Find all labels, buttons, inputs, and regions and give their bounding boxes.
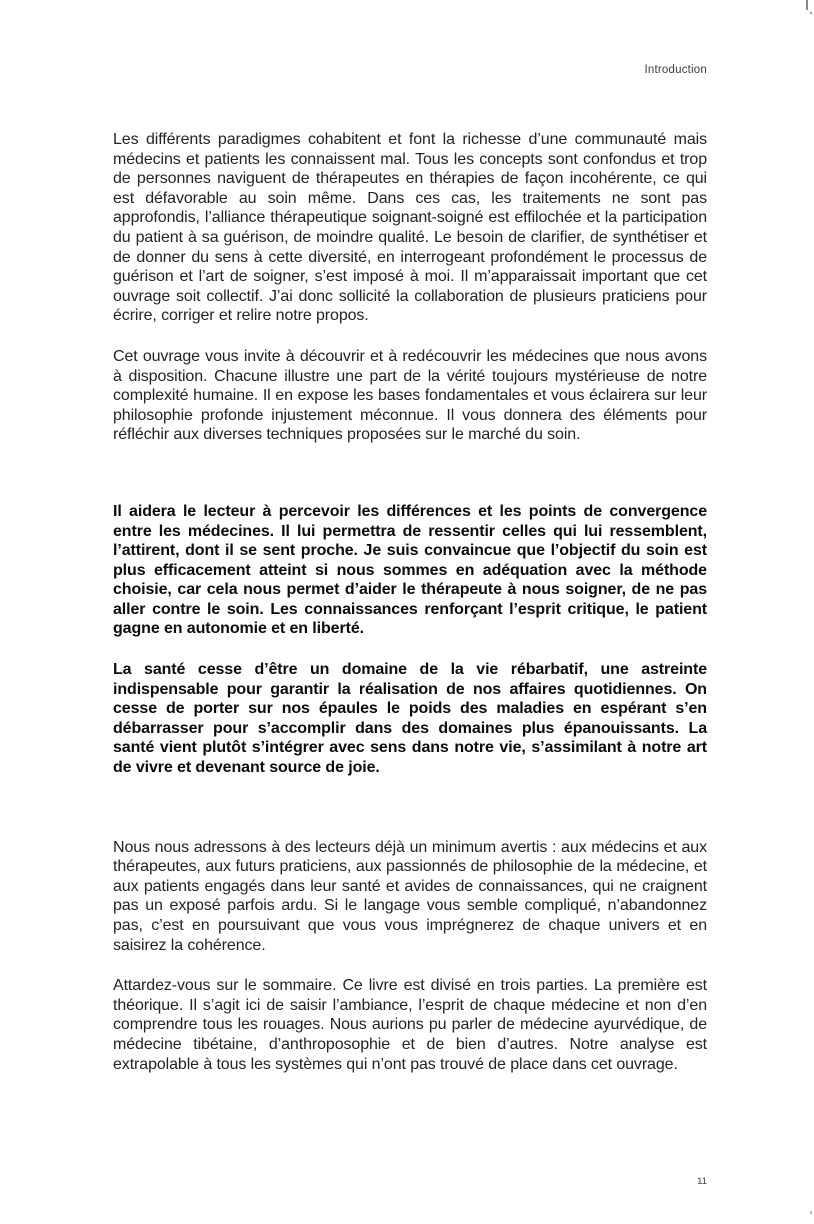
page-number: 11 — [697, 1176, 707, 1187]
running-header: Introduction — [644, 64, 707, 76]
paragraph-bold-health-joy: La santé cesse d’être un domaine de la vie rébarbatif, une astreinte indispensable pour garantir la réalisation de nos affaires quotidiennes. On cesse de porter sur nos épaules le poids des maladies en espérant s’en débarrasser pour s’accomplir dans des domaines plus épanouissants. La santé vient plutôt s’intégrer avec sens dans notre vie, s’assimilant à notre art de vivre et devenant source de joie. — [113, 661, 707, 777]
page-content — [113, 130, 707, 1095]
paragraph-book-invitation: Cet ouvrage vous invite à découvrir et à redécouvrir les médecines que nous avons à disposition. Chacune illustre une part de la vérité toujours mystérieuse de notre complexité humaine. Il en expose les bases fondamentales et vous éclairera sur leur philosophie profonde injustement méconnue. Il vous donnera des éléments pour réfléchir aux diverses techniques proposées sur le marché du soin. — [113, 347, 707, 444]
paragraph-intro-diversity: Les différents paradigmes cohabitent et font la richesse d’une communauté mais médecins et patients les connaissent mal. Tous les concepts sont confondus et trop de personnes naviguent de thérapeutes en thérapies de façon incohérente, ce qui est défavorable au soin même. Dans ces cas, les traitements ne sont pas approfondis, l’alliance thérapeutique soignant-soigné est effilochée et la participation du patient à sa guérison, de moindre qualité. Le besoin de clarifier, de synthétiser et de donner du sens à cette diversité, en interrogeant profondément le processus de guérison et l’art de soigner, s’est imposé à moi. Il m’apparaissait important que cet ouvrage soit collectif. J’ai donc sollicité la collaboration de plusieurs praticiens pour écrire, corriger et relire notre propos. — [113, 131, 707, 325]
paragraph-book-structure: Attardez-vous sur le sommaire. Ce livre est divisé en trois parties. La première est théorique. Il s’agit ici de saisir l’ambiance, l’esprit de chaque médecine et non d’en comprendre tous les rouages. Nous aurions pu parler de médecine ayurvédique, de médecine tibétaine, d’anthroposophie et de bien d’autres. Notre analyse est extrapolable à tous les systèmes qui n’ont pas trouvé de place dans cet ouvrage. — [113, 977, 707, 1073]
scan-artifact-tick — [806, 0, 808, 10]
scan-artifact-dot-top — [810, 12, 812, 14]
paragraph-target-readers: Nous nous adressons à des lecteurs déjà un minimum avertis : aux médecins et aux thérapeutes, aux futurs praticiens, aux passionnés de philosophie de la médecine, et aux patients engagés dans leur santé et avides de connaissances, qui ne craignent pas un exposé parfois ardu. Si le langage vous semble compliqué, n’abandonnez pas, c’est en poursuivant que vous vous imprégnerez de chaque univers et en saisirez la cohérence. — [113, 838, 707, 954]
scan-artifact-dot-bottom — [810, 1211, 812, 1214]
paragraph-bold-reader-benefits: Il aidera le lecteur à percevoir les différences et les points de convergence entre les médecines. Il lui permettra de ressentir celles qui lui ressemblent, l’attirent, dont il se sent proche. Je suis convaincue que l’objectif du soin est plus efficacement atteint si nous sommes en adéquation avec la méthode choisie, car cela nous permet d’aider le thérapeute à nous soigner, de ne pas aller contre le soin. Les connaissances renforçant l’esprit critique, le patient gagne en autonomie et en liberté. — [113, 502, 707, 638]
